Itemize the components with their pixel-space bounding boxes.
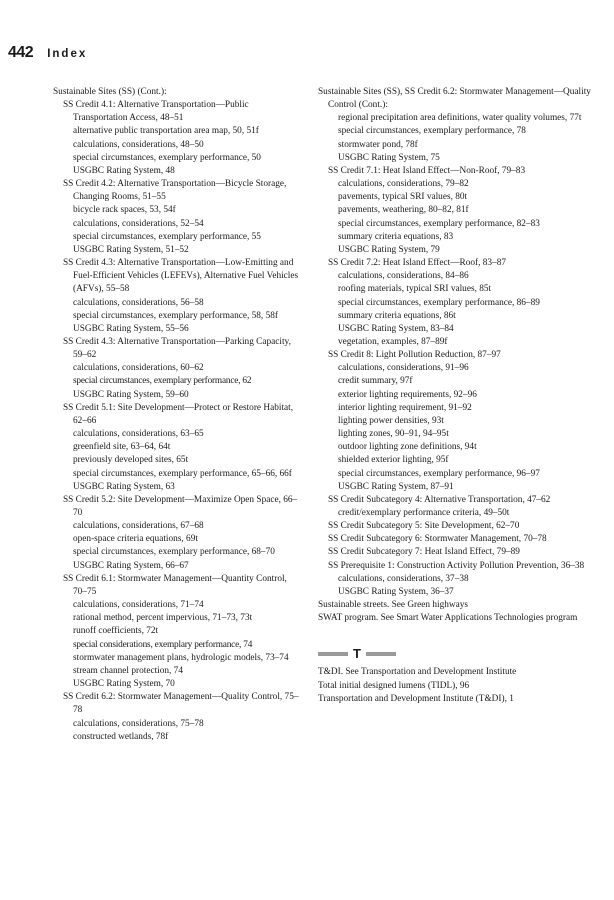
index-entry: SS Credit 5.2: Site Development—Maximize Open Space, 66–70 (63, 494, 298, 518)
index-entry: outdoor lighting zone definitions, 94t (338, 442, 477, 453)
index-entry: SS Credit 6.2: Stormwater Management—Quality Control, 75–78 (63, 692, 299, 716)
index-entry: SS Credit 5.1: Site Development—Protect or Restore Habitat, 62–66 (63, 402, 294, 426)
index-entry: USGBC Rating System, 66–67 (73, 560, 189, 571)
index-entry: exterior lighting requirements, 92–96 (338, 389, 477, 400)
index-entry: calculations, considerations, 52–54 (73, 218, 204, 229)
index-column-left (53, 86, 303, 744)
index-entry: calculations, considerations, 67–68 (73, 521, 204, 532)
index-entry: USGBC Rating System, 79 (338, 244, 440, 255)
index-entry: calculations, considerations, 60–62 (73, 363, 204, 374)
index-entry: USGBC Rating System, 63 (73, 481, 175, 492)
index-entry: SS Credit 4.2: Alternative Transportation—Bicycle Storage, Changing Rooms, 51–55 (63, 179, 287, 203)
index-entry: USGBC Rating System, 55–56 (73, 323, 189, 334)
index-entry: special circumstances, exemplary performance, 68–70 (73, 547, 275, 558)
index-entry: SS Credit Subcategory 6: Stormwater Management, 70–78 (328, 534, 547, 545)
index-entry: special circumstances, exemplary performance, 50 (73, 152, 261, 163)
index-entry: runoff coefficients, 72t (73, 626, 159, 637)
page-header (8, 44, 87, 62)
index-entry: USGBC Rating System, 87–91 (338, 481, 454, 492)
page-number: 442 (8, 44, 34, 61)
index-entry: USGBC Rating System, 83–84 (338, 323, 454, 334)
index-entry: summary criteria equations, 83 (338, 231, 454, 242)
index-entry: USGBC Rating System, 75 (338, 152, 440, 163)
index-entry: lighting power densities, 93t (338, 415, 444, 426)
index-entry: calculations, considerations, 37–38 (338, 573, 469, 584)
index-entry: credit summary, 97f (338, 376, 413, 387)
index-entry: greenfield site, 63–64, 64t (73, 442, 171, 453)
index-entry: roofing materials, typical SRI values, 85t (338, 284, 492, 295)
index-entry: shielded exterior lighting, 95f (338, 455, 449, 466)
index-entry: interior lighting requirement, 91–92 (338, 402, 472, 413)
index-entry: SS Credit 7.1: Heat Island Effect—Non-Roof, 79–83 (328, 165, 526, 176)
index-entry: open-space criteria equations, 69t (73, 534, 198, 545)
index-entry: lighting zones, 90–91, 94–95t (338, 429, 449, 440)
index-entry: Sustainable Sites (SS), SS Credit 6.2: Stormwater Management—Quality Control (Cont.): (318, 87, 591, 111)
index-entry: SS Credit 8: Light Pollution Reduction, 87–97 (328, 350, 501, 361)
index-entry: SS Credit Subcategory 4: Alternative Transportation, 47–62 (328, 494, 551, 505)
index-entry: calculations, considerations, 75–78 (73, 718, 204, 729)
index-entry: special circumstances, exemplary performance, 86–89 (338, 297, 540, 308)
section-letter: T (353, 646, 361, 662)
index-entry: SS Credit 4.3: Alternative Transportation—Parking Capacity, 59–62 (63, 336, 291, 361)
index-entry: constructed wetlands, 78f (73, 731, 169, 742)
index-entry: calculations, considerations, 63–65 (73, 429, 204, 440)
index-entry: special circumstances, exemplary performance, 58, 58f (73, 310, 278, 321)
index-entry: calculations, considerations, 91–96 (338, 363, 469, 374)
index-entry: pavements, typical SRI values, 80t (338, 192, 468, 203)
index-entry: Total initial designed lumens (TIDL), 96 (318, 680, 470, 691)
index-entry: special circumstances, exemplary performance, 78 (338, 126, 526, 137)
index-entry: special considerations, exemplary performance, 74 (73, 639, 253, 650)
index-entry: SS Credit 4.3: Alternative Transportation—Low-Emitting and Fuel-Efficient Vehicles (LEFEVs), Alternative Fuel Vehicles (AFVs), 55–58 (63, 258, 299, 295)
index-entry: bicycle rack spaces, 53, 54f (73, 205, 176, 216)
index-entry: stormwater management plans, hydrologic models, 73–74 (73, 652, 289, 663)
index-entry: USGBC Rating System, 70 (73, 679, 175, 690)
index-entry: calculations, considerations, 79–82 (338, 179, 469, 190)
index-entry: summary criteria equations, 86t (338, 310, 456, 321)
index-entry: special circumstances, exemplary performance, 65–66, 66f (73, 468, 292, 479)
index-column-right (318, 86, 598, 706)
index-entry: vegetation, examples, 87–89f (338, 336, 448, 347)
index-entry: USGBC Rating System, 59–60 (73, 389, 189, 400)
index-entry: alternative public transportation area map, 50, 51f (73, 126, 259, 137)
index-entry: SS Prerequisite 1: Construction Activity Pollution Prevention, 36–38 (328, 560, 585, 571)
index-entry: USGBC Rating System, 36–37 (338, 586, 454, 597)
index-entry: Transportation and Development Institute (T&DI), 1 (318, 693, 514, 704)
index-entry: SS Credit 6.1: Stormwater Management—Quantity Control, 70–75 (63, 573, 287, 597)
index-entry: USGBC Rating System, 48 (73, 165, 175, 176)
running-head: Index (47, 48, 88, 60)
index-entry: calculations, considerations, 48–50 (73, 139, 204, 150)
section-heading-t (318, 647, 402, 660)
index-entry: Sustainable Sites (SS) (Cont.): (53, 87, 167, 97)
section-rule-left (318, 652, 348, 656)
index-entry: credit/exemplary performance criteria, 49–50t (338, 508, 510, 518)
section-rule-right (366, 652, 396, 656)
index-entry: calculations, considerations, 84–86 (338, 271, 469, 282)
index-entry: SS Credit Subcategory 5: Site Development, 62–70 (328, 521, 520, 532)
index-entry: Sustainable streets. See Green highways (318, 600, 469, 611)
index-entry: previously developed sites, 65t (73, 455, 189, 466)
index-entry: SS Credit Subcategory 7: Heat Island Effect, 79–89 (328, 547, 520, 558)
index-entry: SWAT program. See Smart Water Applications Technologies program (318, 613, 578, 624)
index-entry: pavements, weathering, 80–82, 81f (338, 205, 469, 216)
index-entry: stormwater pond, 78f (338, 139, 418, 150)
index-entry: special circumstances, exemplary performance, 55 (73, 231, 261, 242)
index-entry: T&DI. See Transportation and Development Institute (318, 667, 517, 678)
index-entry: special circumstances, exemplary performance, 62 (73, 376, 252, 387)
index-entry: SS Credit 4.1: Alternative Transportation—Public Transportation Access, 48–51 (63, 100, 249, 124)
index-entry: special circumstances, exemplary performance, 82–83 (338, 218, 540, 229)
index-entry: rational method, percent impervious, 71–73, 73t (73, 613, 253, 624)
index-entry: SS Credit 7.2: Heat Island Effect—Roof, 83–87 (328, 258, 506, 269)
index-entry: calculations, considerations, 71–74 (73, 600, 204, 611)
index-entry: special circumstances, exemplary performance, 96–97 (338, 468, 540, 479)
index-entry: calculations, considerations, 56–58 (73, 297, 204, 308)
index-entry: USGBC Rating System, 51–52 (73, 244, 189, 255)
index-entry: stream channel protection, 74 (73, 665, 183, 676)
index-entry: regional precipitation area definitions, water quality volumes, 77t (338, 113, 582, 124)
